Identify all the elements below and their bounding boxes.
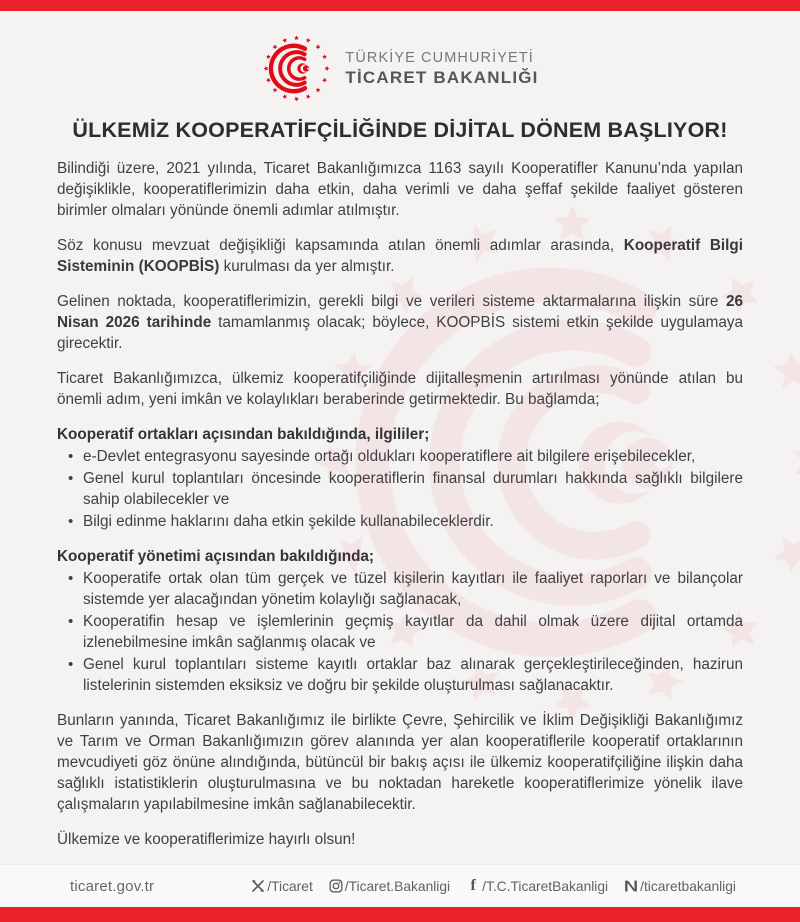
footer-bar xyxy=(0,864,800,907)
list-item: • Genel kurul toplantıları sisteme kayıtlı ortaklar baz alınarak gerçekleştirileceğinden, hazirun listelerinin sistemden eksiksiz ve doğru bir şekilde oluşturulması sağlanacaktır. xyxy=(83,654,743,696)
paragraph-koopbis xyxy=(57,235,743,277)
social-handle: /Ticaret.Bakanligi xyxy=(344,878,451,894)
top-accent-bar xyxy=(0,0,800,11)
x-icon xyxy=(250,878,266,894)
section-heading-management: Kooperatif yönetimi açısından bakıldığında; xyxy=(57,548,375,565)
management-bullet-list xyxy=(57,568,743,696)
paragraph-deadline-tail: tamamlanmış olacak; böylece, KOOPBİS sistemi etkin şekilde uygulamaya girecektir. xyxy=(57,314,743,352)
instagram-icon xyxy=(328,878,344,894)
ministry-emblem-icon xyxy=(261,33,332,104)
paragraph-ministries: Bunların yanında, Ticaret Bakanlığımız ile birlikte Çevre, Şehircilik ve İklim Değişikliği Bakanlığımız ve Tarım ve Orman Bakanlığımızın görev alanında yer alan kooperatiflerile kooperatif ortaklarının mevcudiyeti göz önüne alındığında, bütüncül bir bakış açısı ile ülkemiz kooperatifçiliğine ilişkin daha sağlıklı istatistiklerin oluşturulmasına ve bu noktadan hareketle kooperatiflerimize yönelik ilave çalışmaların yapılabilmesine imkân sağlanabilecektir. xyxy=(57,712,743,813)
ministry-name-line2: TİCARET BAKANLIĞI xyxy=(345,67,539,87)
list-item: • Bilgi edinme haklarını daha etkin şekilde kullanabileceklerdir. xyxy=(83,511,743,532)
social-link-facebook[interactable] xyxy=(465,878,608,894)
list-item: • Genel kurul toplantıları öncesinde kooperatiflerin finansal durumları hakkında sağlıklı bilgilere sahip olabilecekler ve xyxy=(83,468,743,510)
list-item: • Kooperatife ortak olan tüm gerçek ve tüzel kişilerin kayıtları ile faaliyet raporları ve bilançolar sistemde yer alacağından yönetim kolaylığı sağlanacak, xyxy=(83,568,743,610)
deadline-bold-text: 26 Nisan 2026 tarihinde xyxy=(57,293,743,331)
document-body xyxy=(0,11,800,865)
paragraph-context: Ticaret Bakanlığımızca, ülkemiz kooperatifçiliğinde dijitalleşmenin artırılması yönünde atılan bu önemli adım, yeni imkân ve kolaylıkları beraberinde getirmektedir. Bu bağlamda; xyxy=(57,370,743,408)
section-heading-partners: Kooperatif ortakları açısından bakıldığında, ilgililer; xyxy=(57,426,430,443)
social-handle: /ticaretbakanligi xyxy=(640,878,736,894)
social-handle: /Ticaret xyxy=(267,878,313,894)
list-item: • e-Devlet entegrasyonu sayesinde ortağı oldukları kooperatiflere ait bilgilere erişebilecekler, xyxy=(83,446,743,467)
paragraph-deadline-text: Gelinen noktada, kooperatiflerimizin, gerekli bilgi ve verileri sisteme aktarmalarına ilişkin süre xyxy=(57,293,726,310)
paragraph-deadline xyxy=(57,291,743,354)
partners-bullet-list xyxy=(57,446,743,532)
website-link[interactable]: ticaret.gov.tr xyxy=(70,877,155,895)
social-link-instagram[interactable] xyxy=(328,878,450,894)
social-link-x[interactable] xyxy=(250,878,313,894)
closing-line: Ülkemize ve kooperatiflerimize hayırlı olsun! xyxy=(57,831,356,848)
paragraph-intro: Bilindiği üzere, 2021 yılında, Ticaret Bakanlığımızca 1163 sayılı Kooperatifler Kanunu’nda yapılan değişiklikle, kooperatiflerimizin daha etkin, daha verimli ve daha şeffaf şekilde faaliyet gösteren birimler olmaları yönünde önemli adımlar atılmıştır. xyxy=(57,160,743,219)
page-title: ÜLKEMİZ KOOPERATİFÇİLİĞİNDE DİJİTAL DÖNEM BAŞLIYOR! xyxy=(72,118,728,142)
social-link-nsosyal[interactable] xyxy=(623,878,736,894)
ministry-name-line1: TÜRKİYE CUMHURİYETİ xyxy=(345,49,534,66)
paragraph-koopbis-text: Söz konusu mevzuat değişikliği kapsamında atılan önemli adımlar arasında, xyxy=(57,237,624,254)
ministry-logo xyxy=(57,33,743,104)
facebook-icon: f xyxy=(470,877,476,894)
bottom-accent-bar xyxy=(0,907,800,922)
nsosyal-icon xyxy=(623,878,639,894)
paragraph-koopbis-tail: kurulması da yer almıştır. xyxy=(219,258,395,275)
ministry-wordmark xyxy=(345,49,538,88)
koopbis-bold-text: Kooperatif Bilgi Sisteminin (KOOPBİS) xyxy=(57,237,743,275)
social-links xyxy=(250,878,736,894)
list-item: • Kooperatifin hesap ve işlemlerinin geçmiş kayıtlar da dahil olmak üzere dijital ortamda izlenebilmesine imkân sağlanmış olacak ve xyxy=(83,611,743,653)
social-handle: /T.C.TicaretBakanligi xyxy=(482,878,609,894)
